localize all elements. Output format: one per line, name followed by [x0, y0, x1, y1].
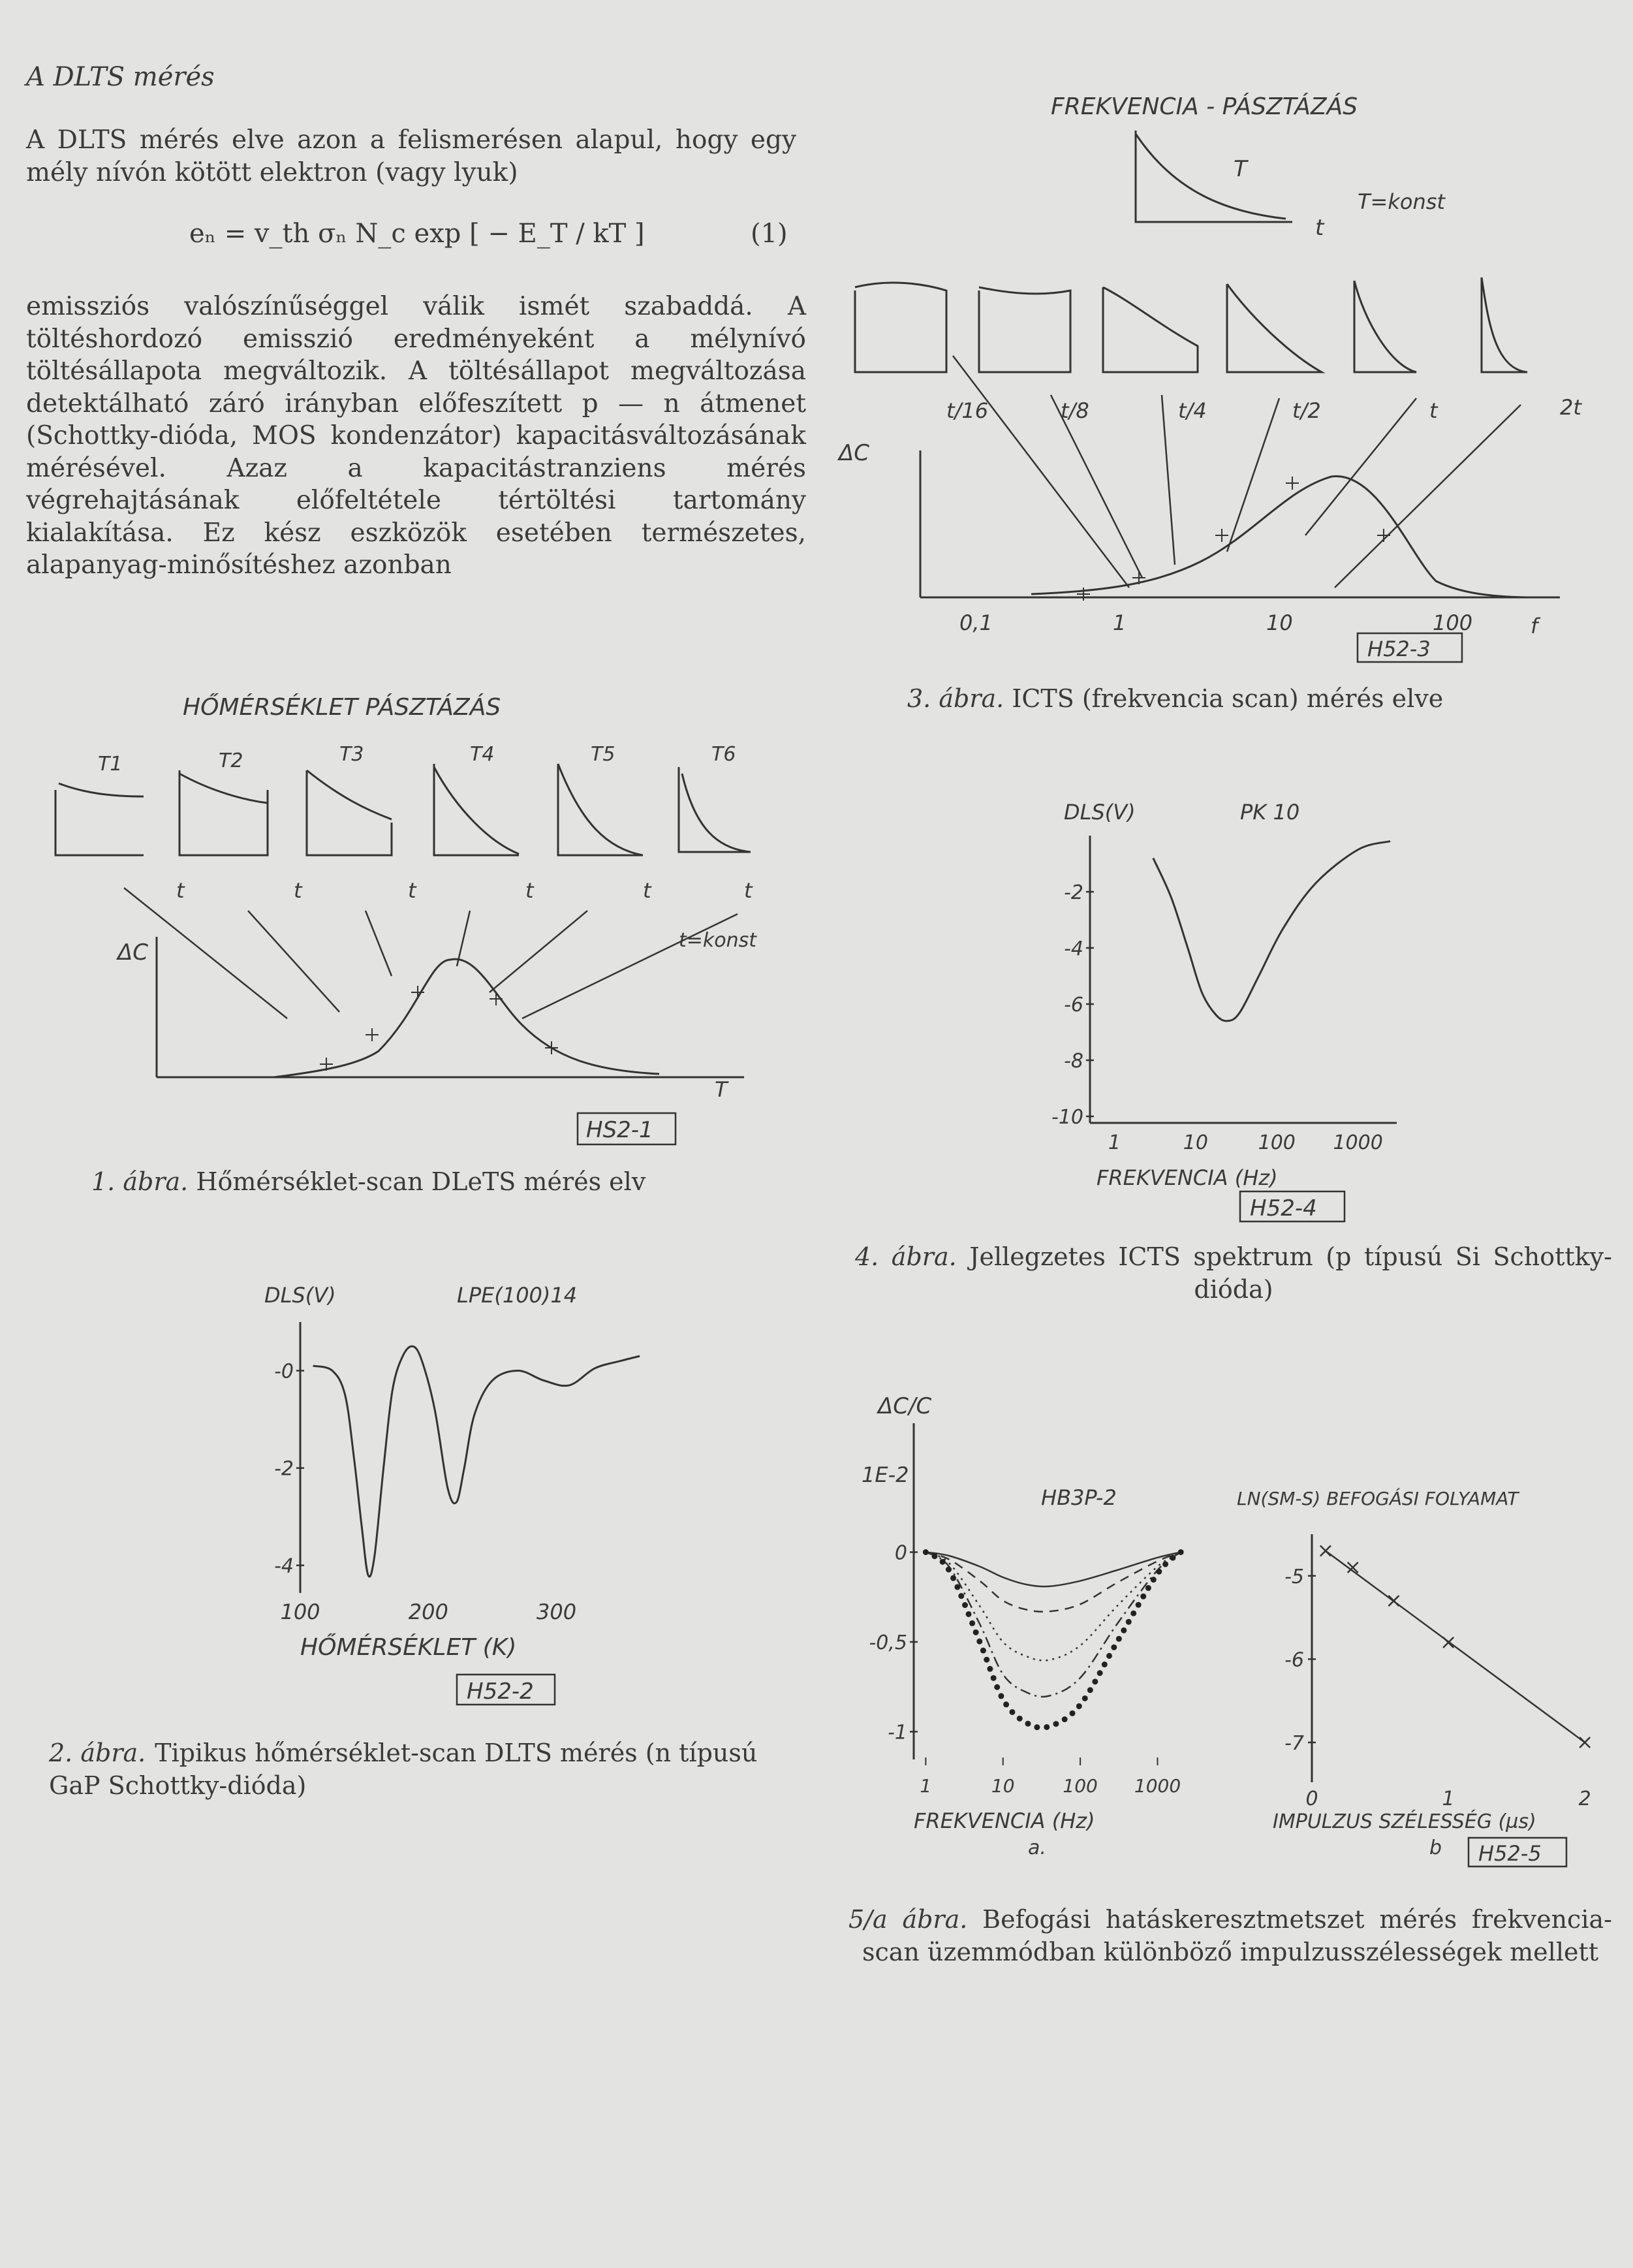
- fig5a-data-point: [1009, 1709, 1015, 1715]
- fig2-x-tick: 300: [537, 1599, 577, 1624]
- fig5a-data-point: [1082, 1695, 1088, 1701]
- fig4-y-tick: -6: [1064, 994, 1083, 1016]
- fig3-window-label: t/8: [1061, 398, 1089, 423]
- fig5a-data-point: [958, 1593, 964, 1599]
- fig4-y-label: DLS(V): [1064, 800, 1136, 825]
- fig1-caption-text: Hőmérséklet-scan DLeTS mérés elv: [196, 1167, 646, 1196]
- fig1-diagram: [52, 685, 790, 1162]
- fig4-caption: [855, 1240, 1612, 1306]
- fig5b-x-label: IMPULZUS SZÉLESSÉG (µs): [1273, 1810, 1536, 1833]
- fig3-diagram: [835, 85, 1619, 672]
- fig5b-x-tick: 0: [1305, 1788, 1318, 1810]
- fig1-t-label: t: [744, 878, 753, 903]
- fig1-t-label: t: [525, 878, 534, 903]
- fig1-temp-label: T4: [470, 743, 495, 766]
- fig1-y-label: ΔC: [117, 939, 148, 966]
- fig5-caption-number: 5/a ábra.: [848, 1905, 968, 1934]
- fig3-x-tick: 0,1: [959, 610, 993, 635]
- fig4-title: PK 10: [1240, 800, 1300, 825]
- fig2-chart: [241, 1283, 666, 1733]
- fig5a-data-point: [1170, 1555, 1175, 1561]
- fig3-caption-number: 3. ábra.: [907, 684, 1004, 713]
- fig3-y-label: ΔC: [839, 440, 869, 466]
- fig5a-data-point: [984, 1657, 989, 1663]
- intro-paragraph: A DLTS mérés elve azon a felismerésen alapul, hogy egy mély nívón kötött elektron (vagy lyuk): [26, 125, 796, 187]
- fig5a-data-point: [1106, 1653, 1112, 1659]
- fig3-window-label: t/2: [1292, 398, 1321, 423]
- fig5a-x-tick: 1000: [1134, 1775, 1181, 1797]
- fig4-x-tick: 10: [1183, 1131, 1208, 1154]
- fig2-y-label: DLS(V): [264, 1283, 336, 1308]
- fig5b-fit-line: [1326, 1551, 1585, 1742]
- fig5b-data-point: [1443, 1637, 1454, 1648]
- fig5b-panel-label: b: [1429, 1836, 1442, 1859]
- fig5b-title: LN(SM-S) BEFOGÁSI FOLYAMAT: [1237, 1488, 1519, 1509]
- fig5b-data-point: [1579, 1737, 1590, 1748]
- fig4-caption-text: Jellegzetes ICTS spektrum (p típusú Si Schottky-dióda): [969, 1242, 1612, 1304]
- fig3-const-label: T=konst: [1358, 189, 1445, 214]
- fig5a-y-tick: -1: [888, 1721, 907, 1744]
- fig5a-data-point: [1145, 1585, 1151, 1591]
- fig1-heading: HŐMÉRSÉKLET PÁSZTÁZÁS: [183, 694, 501, 721]
- fig4-x-tick: 1: [1108, 1131, 1121, 1154]
- fig1-temp-label: T1: [98, 753, 123, 776]
- fig5a-title: HB3P-2: [1041, 1485, 1117, 1510]
- body-paragraph: emissziós valószínűséggel válik ismét szabaddá. A töltéshordozó emisszió eredményeként a mélynívó töltésállapota megváltozik. A töltésállapot megváltozása detektálható záró irányban előfeszített p — n átmenet (Schottky-dióda, MOS kondenzátor) kapacitásváltozásának mérésével. Azaz a kapacitástranziens mérés végrehajtásának előfeltétele tértöltési tartomány kialakítása. Ez kész eszközök esetében természetes, alapanyag-minősítéshez azonban: [26, 292, 806, 580]
- fig3-heading: FREKVENCIA - PÁSZTÁZÁS: [1051, 93, 1358, 120]
- fig5a-x-label: FREKVENCIA (Hz): [914, 1808, 1095, 1833]
- fig1-temp-label: T5: [591, 743, 615, 766]
- fig5a-data-point: [1111, 1645, 1117, 1650]
- fig3-x-tick: 100: [1433, 610, 1473, 635]
- fig2-y-tick: -2: [274, 1457, 294, 1481]
- fig2-caption: [49, 1737, 816, 1802]
- fig2-y-tick: -4: [274, 1554, 294, 1578]
- fig2-series-line: [313, 1346, 640, 1577]
- fig1-t-label: t: [294, 878, 302, 903]
- fig5a-data-point: [954, 1584, 960, 1590]
- fig4-series-line: [1153, 842, 1390, 1021]
- fig5a-data-point: [950, 1575, 956, 1581]
- fig5a-data-point: [973, 1630, 979, 1635]
- fig4-chart: [1031, 796, 1436, 1240]
- fig5a-data-point: [969, 1620, 975, 1626]
- fig5a-y-label: ΔC/C: [878, 1393, 932, 1419]
- fig5a-data-point: [931, 1553, 937, 1559]
- fig3-window-label: t: [1429, 398, 1438, 423]
- fig5b-chart: [1227, 1482, 1632, 1893]
- fig1-const-label: t=konst: [679, 929, 757, 952]
- fig5a-data-point: [1092, 1678, 1098, 1684]
- fig5a-data-point: [1126, 1619, 1132, 1625]
- fig3-t-label: t: [1315, 215, 1324, 241]
- fig5b-x-tick: 2: [1578, 1788, 1591, 1810]
- fig5a-y-tick: -0,5: [869, 1631, 907, 1654]
- fig3-caption: [907, 682, 1443, 715]
- fig3-window-label: 2t: [1560, 395, 1581, 420]
- fig1-t-label: t: [176, 878, 185, 903]
- fig5a-y-tick: 0: [894, 1541, 907, 1565]
- fig5a-data-point: [1162, 1561, 1168, 1567]
- fig2-y-tick: -0: [274, 1360, 294, 1383]
- fig5b-data-point: [1388, 1596, 1399, 1606]
- fig4-y-tick: -10: [1051, 1106, 1083, 1129]
- fig2-code: H52-2: [467, 1678, 534, 1705]
- fig5a-series-line: [925, 1552, 1181, 1697]
- fig5b-data-point: [1320, 1546, 1331, 1556]
- fig5a-data-point: [1140, 1594, 1146, 1599]
- fig2-caption-number: 2. ábra.: [49, 1739, 146, 1767]
- fig5a-data-point: [976, 1639, 982, 1645]
- fig3-x-tick: 10: [1266, 610, 1293, 635]
- fig5a-y-unit: 1E-2: [862, 1462, 909, 1487]
- equation-number: (1): [751, 219, 788, 249]
- fig5a-data-point: [1130, 1611, 1136, 1616]
- fig1-code: HS2-1: [586, 1117, 653, 1143]
- fig1-t-label: t: [408, 878, 416, 903]
- fig1-temp-label: T2: [219, 749, 243, 772]
- equation: eₙ = v_th σₙ N_c exp [ − E_T / kT ]: [189, 219, 645, 249]
- fig5a-data-point: [1102, 1662, 1108, 1667]
- fig4-x-tick: 100: [1258, 1131, 1296, 1154]
- fig5b-y-tick: -7: [1284, 1731, 1304, 1755]
- fig4-code: H52-4: [1250, 1195, 1317, 1221]
- fig5b-x-tick: 1: [1442, 1788, 1455, 1810]
- fig1-caption: [91, 1165, 645, 1198]
- fig1-caption-number: 1. ábra.: [91, 1167, 189, 1196]
- fig4-caption-number: 4. ábra.: [855, 1242, 957, 1271]
- fig5a-x-tick: 10: [991, 1775, 1015, 1797]
- fig5a-data-point: [991, 1675, 997, 1681]
- fig5a-data-point: [1003, 1701, 1009, 1707]
- fig5a-data-point: [1070, 1710, 1076, 1716]
- fig5a-chart: [855, 1384, 1221, 1893]
- fig5a-data-point: [946, 1567, 952, 1573]
- fig5a-data-point: [1076, 1703, 1082, 1709]
- fig2-title: LPE(100)14: [457, 1283, 578, 1308]
- fig5-caption: [848, 1903, 1612, 1968]
- fig3-x-tick: 1: [1113, 610, 1127, 635]
- fig5a-x-tick: 1: [920, 1775, 932, 1797]
- fig5-code: H52-5: [1478, 1841, 1542, 1866]
- fig2-x-tick: 200: [408, 1599, 448, 1624]
- fig5a-data-point: [1087, 1687, 1093, 1693]
- fig5a-data-point: [998, 1693, 1004, 1699]
- fig3-window-label: t/4: [1178, 398, 1207, 423]
- fig5a-panel-label: a.: [1028, 1836, 1046, 1859]
- fig1-temp-label: T3: [339, 743, 364, 766]
- section-title: A DLTS mérés: [26, 62, 215, 92]
- fig5a-data-point: [1151, 1577, 1157, 1583]
- fig5b-y-tick: -5: [1284, 1565, 1304, 1588]
- fig3-x-tick: f: [1531, 614, 1538, 638]
- fig5a-data-point: [1097, 1670, 1103, 1676]
- fig5-caption-text: Befogási hatáskeresztmetszet mérés frekvencia-scan üzemmódban különböző impulzusszélességek mellett: [862, 1905, 1612, 1966]
- fig1-temp-label: T6: [711, 743, 736, 766]
- fig5a-x-tick: 100: [1063, 1775, 1098, 1797]
- fig5a-data-point: [1121, 1628, 1127, 1633]
- fig5a-data-point: [1044, 1724, 1050, 1730]
- fig5a-data-point: [1178, 1549, 1184, 1555]
- fig4-y-tick: -8: [1064, 1050, 1083, 1073]
- fig5a-data-point: [923, 1549, 929, 1555]
- fig5a-data-point: [1116, 1636, 1122, 1642]
- fig5a-data-point: [1017, 1716, 1023, 1722]
- fig5a-data-point: [1025, 1721, 1031, 1727]
- fig4-x-label: FREKVENCIA (Hz): [1096, 1165, 1278, 1190]
- fig5a-data-point: [987, 1666, 993, 1672]
- fig5a-data-point: [962, 1602, 968, 1608]
- fig5a-data-point: [1034, 1724, 1040, 1730]
- fig3-caption-text: ICTS (frekvencia scan) mérés elve: [1012, 684, 1444, 713]
- fig5a-data-point: [1136, 1602, 1142, 1608]
- fig5a-data-point: [980, 1648, 986, 1654]
- fig1-x-label: T: [715, 1077, 728, 1102]
- fig5a-data-point: [1062, 1716, 1068, 1722]
- fig2-x-tick: 100: [280, 1599, 320, 1624]
- fig4-y-tick: -4: [1064, 937, 1083, 960]
- fig5a-data-point: [1156, 1569, 1162, 1575]
- fig3-window-label: t/16: [946, 398, 989, 423]
- fig5a-data-point: [966, 1611, 972, 1617]
- fig2-x-label: HŐMÉRSÉKLET (K): [300, 1634, 517, 1661]
- fig5a-data-point: [994, 1684, 1000, 1690]
- fig4-x-tick: 1000: [1333, 1131, 1383, 1154]
- fig5b-y-tick: -6: [1284, 1648, 1304, 1672]
- fig2-caption-text: Tipikus hőmérséklet-scan DLTS mérés (n típusú GaP Schottky-dióda): [49, 1739, 758, 1800]
- fig4-y-tick: -2: [1064, 881, 1083, 904]
- fig3-code: H52-3: [1367, 637, 1431, 661]
- fig5a-data-point: [940, 1559, 946, 1565]
- fig1-t-label: t: [643, 878, 651, 903]
- fig3-T-label: T: [1234, 156, 1247, 182]
- fig5a-data-point: [1053, 1721, 1059, 1727]
